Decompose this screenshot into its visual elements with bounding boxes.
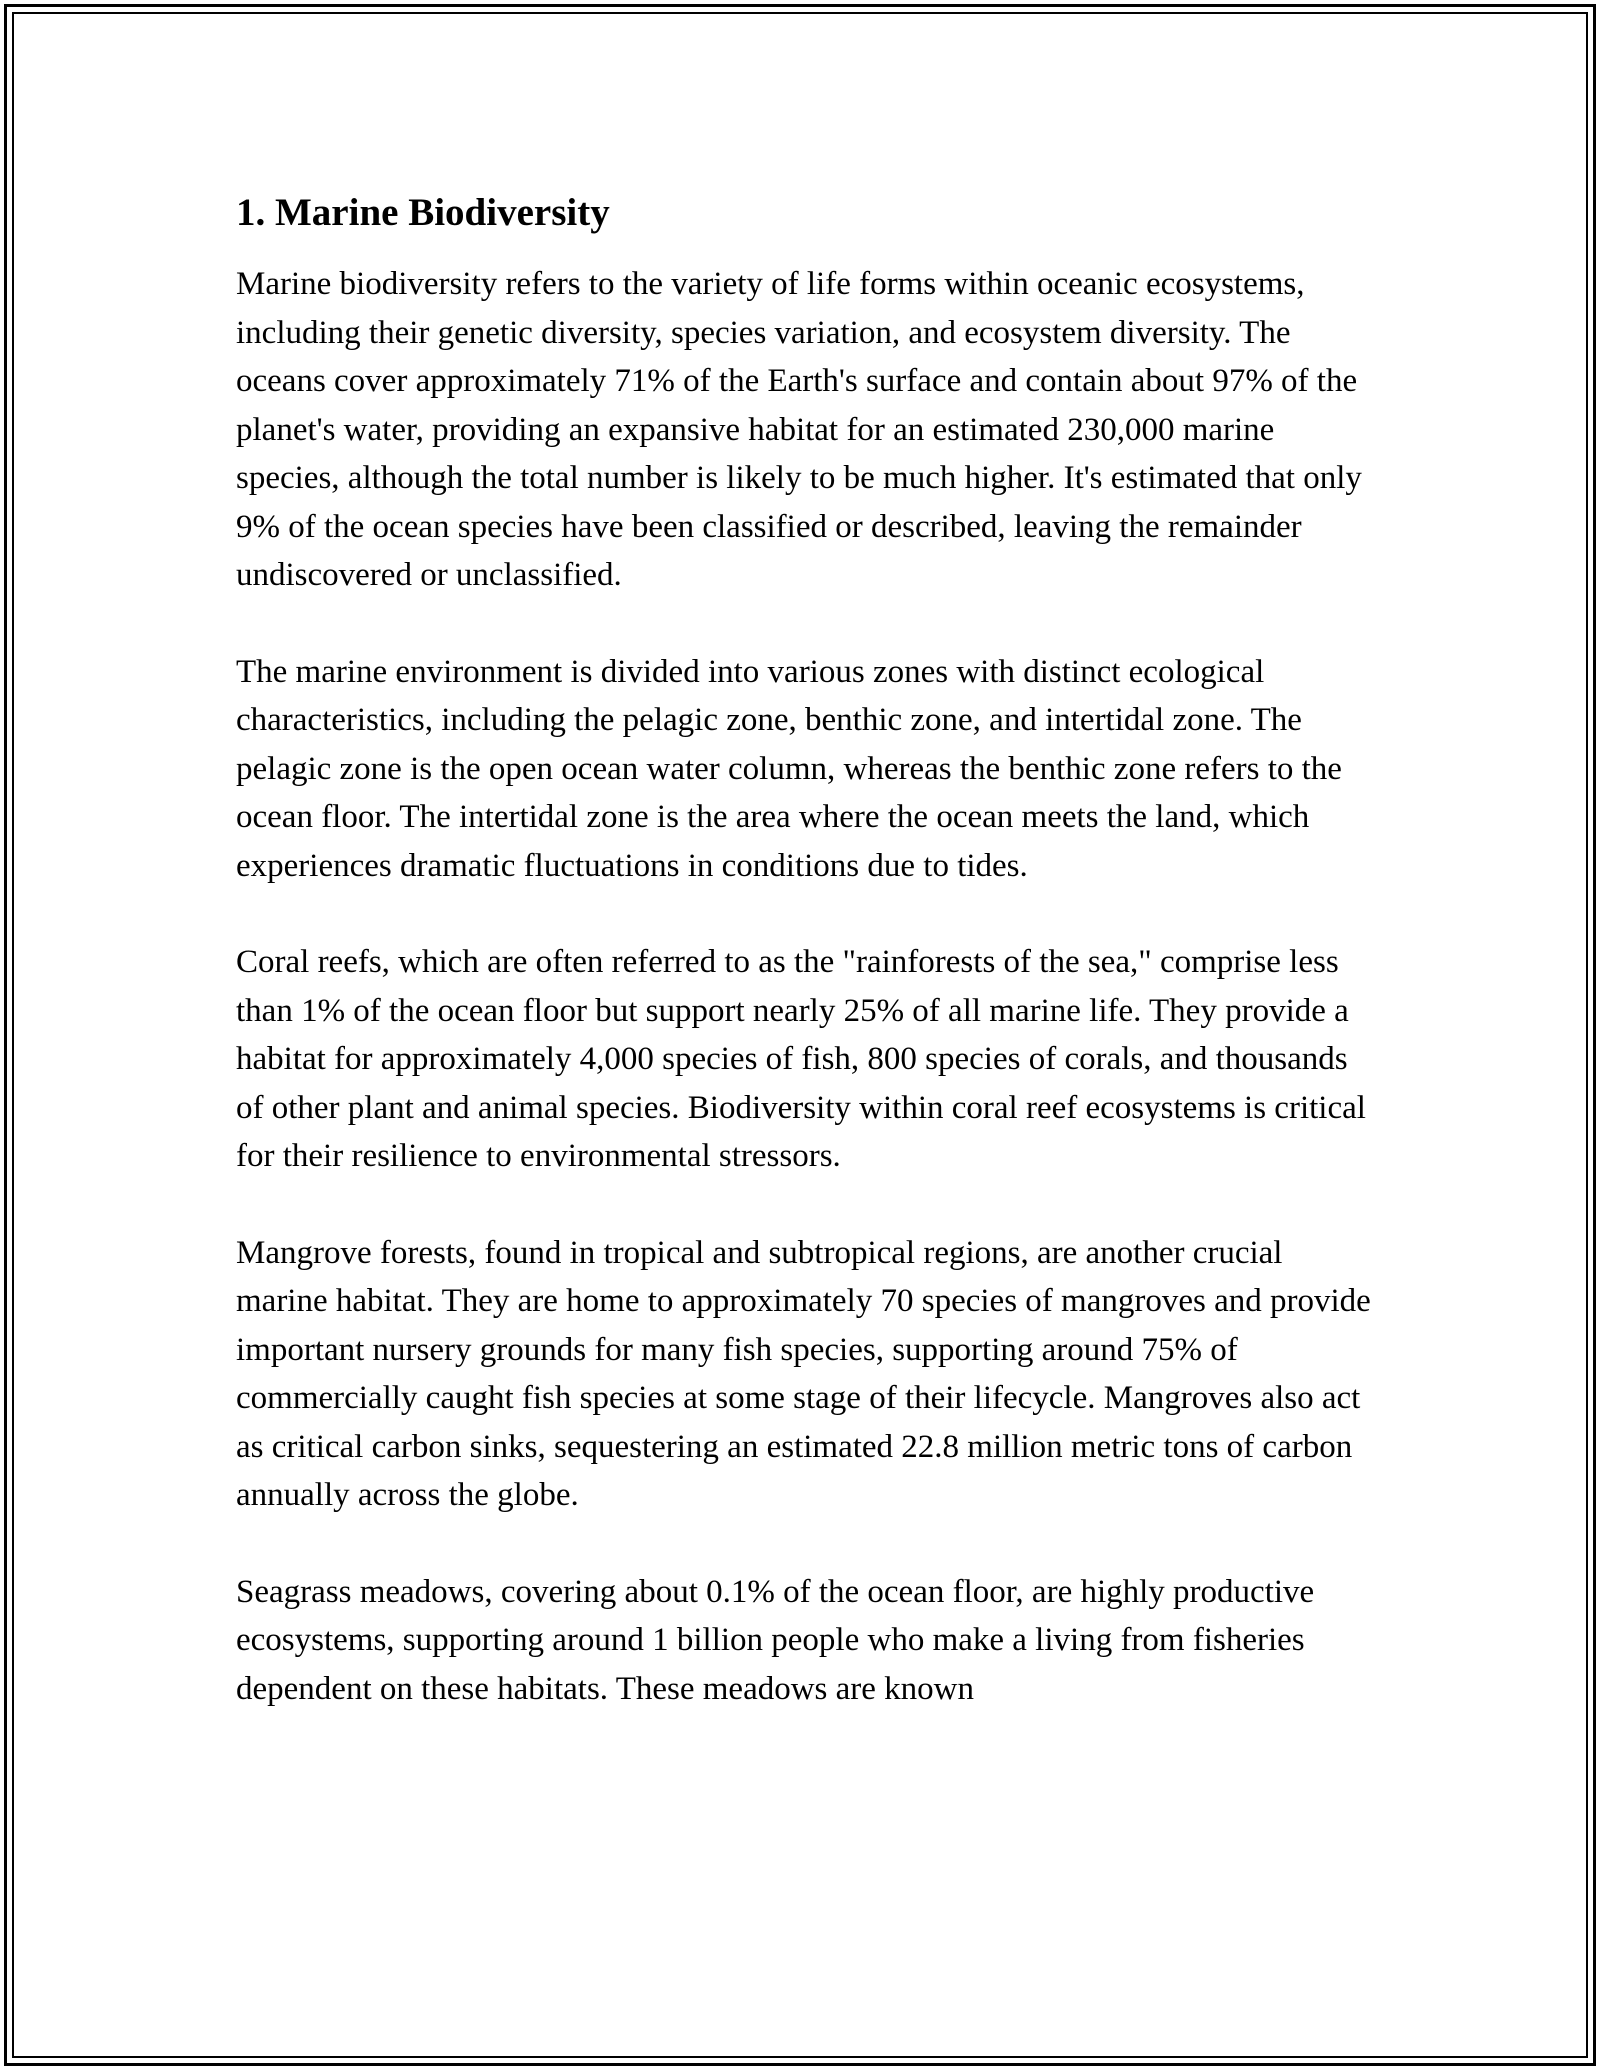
paragraph-seagrass-meadows: Seagrass meadows, covering about 0.1% of the ocean floor, are highly productive ecosystems, supporting around 1 billion people who make a living from fisheries dependent on these habitats. These meadows are known <box>236 1573 1315 1707</box>
section-heading: 1. Marine Biodiversity <box>236 191 610 234</box>
paragraph-marine-biodiversity-intro: Marine biodiversity refers to the variety of life forms within oceanic ecosystems, including their genetic diversity, species variation, and ecosystem diversity. The oceans cover approximately 71% of the Earth's surface and contain about 97% of the planet's water, providing an expansive habitat for an estimated 230,000 marine species, although the total number is likely to be much higher. It's estimated that only 9% of the ocean species have been classified or described, leaving the remainder undiscovered or unclassified. <box>236 266 1362 593</box>
paragraph-mangrove-forests: Mangrove forests, found in tropical and subtropical regions, are another crucial marine habitat. They are home to approximately 70 species of mangroves and provide important nursery grounds for many fish species, supporting around 75% of commercially caught fish species at some stage of their lifecycle. Mangroves also act as critical carbon sinks, sequestering an estimated 22.8 million metric tons of carbon annually across the globe. <box>236 1234 1371 1513</box>
paragraph-coral-reefs: Coral reefs, which are often referred to as the "rainforests of the sea," comprise less than 1% of the ocean floor but support nearly 25% of all marine life. They provide a habitat for approximately 4,000 species of fish, 800 species of corals, and thousands of other plant and animal species. Biodiversity within coral reef ecosystems is critical for their resilience to environmental stressors. <box>236 944 1366 1174</box>
document-body <box>236 188 1376 1761</box>
paragraph-marine-zones: The marine environment is divided into various zones with distinct ecological characteristics, including the pelagic zone, benthic zone, and intertidal zone. The pelagic zone is the open ocean water column, whereas the benthic zone refers to the ocean floor. The intertidal zone is the area where the ocean meets the land, which experiences dramatic fluctuations in conditions due to tides. <box>236 653 1342 884</box>
